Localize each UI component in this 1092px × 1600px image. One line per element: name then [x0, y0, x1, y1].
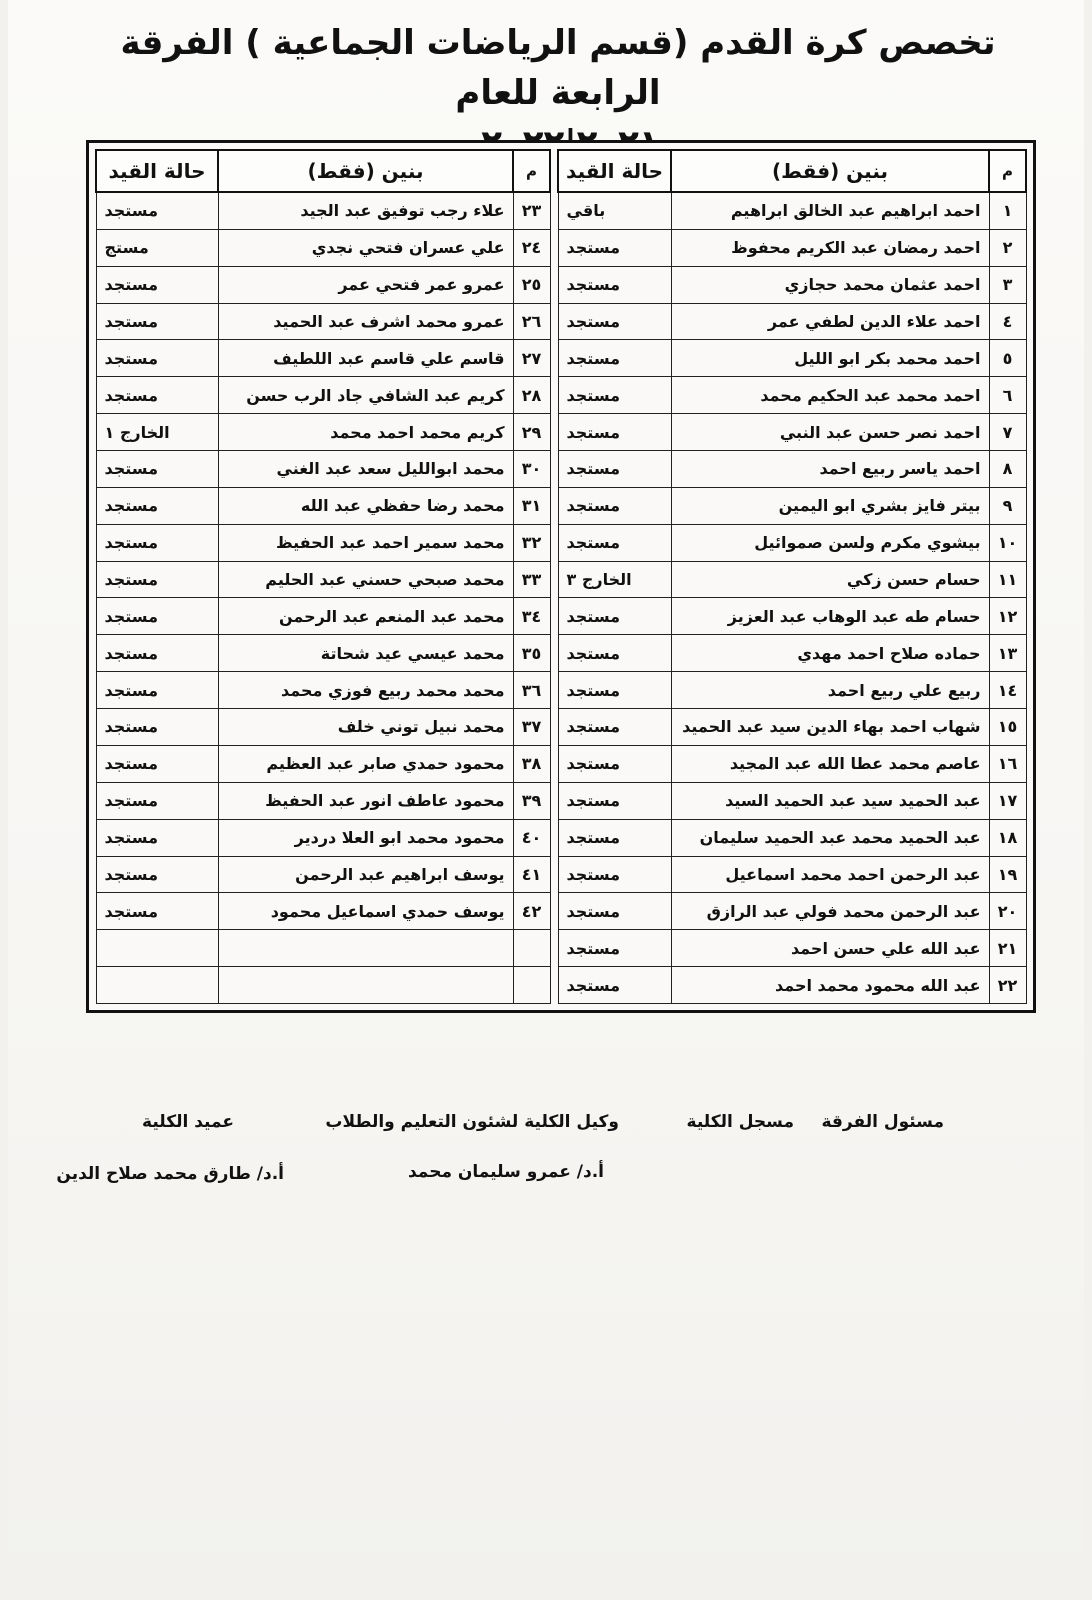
student-name: كريم عبد الشافي جاد الرب حسن [218, 377, 513, 414]
students-table-frame [86, 140, 1036, 1013]
table-row [558, 672, 1026, 709]
enrollment-status: مستجد [96, 856, 218, 893]
enrollment-status: مستجد [96, 598, 218, 635]
row-number: ٤٢ [513, 893, 550, 930]
table-body-left [96, 192, 550, 1004]
row-number: ٣٥ [513, 635, 550, 672]
enrollment-status: مستجد [558, 414, 671, 451]
title-line-1: تخصص كرة القدم (قسم الرياضات الجماعية ) الفرقة الرابعة للعام [120, 23, 996, 113]
row-number: ٢٠ [989, 893, 1026, 930]
table-row [96, 414, 550, 451]
student-name: عبد الحميد سيد عبد الحميد السيد [671, 782, 989, 819]
signature-dean-title: عميد الكلية [142, 1112, 234, 1132]
student-name: محمد نبيل توني خلف [218, 709, 513, 746]
table-row [96, 192, 550, 229]
enrollment-status: مستج [96, 229, 218, 266]
enrollment-status: مستجد [558, 819, 671, 856]
enrollment-status: مستجد [558, 967, 671, 1004]
row-number: ١٨ [989, 819, 1026, 856]
student-name: حسام حسن زكي [671, 561, 989, 598]
table-row [558, 340, 1026, 377]
table-row [558, 377, 1026, 414]
table-row [96, 340, 550, 377]
table-row [558, 414, 1026, 451]
student-name: محمود محمد ابو العلا دردير [218, 819, 513, 856]
student-name: احمد عثمان محمد حجازي [671, 266, 989, 303]
table-row [96, 967, 550, 1004]
row-number: ٣٩ [513, 782, 550, 819]
table-row [558, 893, 1026, 930]
enrollment-status: مستجد [96, 303, 218, 340]
enrollment-status: مستجد [558, 672, 671, 709]
student-name: حماده صلاح احمد مهدي [671, 635, 989, 672]
enrollment-status: مستجد [96, 524, 218, 561]
table-row [96, 266, 550, 303]
table-row [96, 303, 550, 340]
enrollment-status: مستجد [96, 192, 218, 229]
header-status: حالة القيد [558, 150, 671, 192]
student-name: بيشوي مكرم ولسن صموائيل [671, 524, 989, 561]
row-number: ٧ [989, 414, 1026, 451]
table-row [558, 930, 1026, 967]
table-row [558, 856, 1026, 893]
table-row [96, 487, 550, 524]
table-row [558, 266, 1026, 303]
enrollment-status: باقي [558, 192, 671, 229]
enrollment-status: مستجد [558, 340, 671, 377]
row-number: ١٠ [989, 524, 1026, 561]
table-row [96, 745, 550, 782]
document-sheet [8, 0, 1084, 1600]
row-number: ٢٧ [513, 340, 550, 377]
student-name: قاسم علي قاسم عبد اللطيف [218, 340, 513, 377]
row-number: ٣٦ [513, 672, 550, 709]
student-name: احمد علاء الدين لطفي عمر [671, 303, 989, 340]
student-name: كريم محمد احمد محمد [218, 414, 513, 451]
table-body-right [558, 192, 1026, 1004]
student-name: احمد نصر حسن عبد النبي [671, 414, 989, 451]
row-number: ١٧ [989, 782, 1026, 819]
row-number: ٤١ [513, 856, 550, 893]
row-number: ٦ [989, 377, 1026, 414]
row-number: ٢٨ [513, 377, 550, 414]
row-number: ٤ [989, 303, 1026, 340]
enrollment-status: مستجد [558, 303, 671, 340]
row-number: ١٦ [989, 745, 1026, 782]
student-name: يوسف ابراهيم عبد الرحمن [218, 856, 513, 893]
enrollment-status: مستجد [558, 709, 671, 746]
row-number: ١٩ [989, 856, 1026, 893]
student-name: علاء رجب توفيق عبد الجيد [218, 192, 513, 229]
enrollment-status: مستجد [558, 487, 671, 524]
enrollment-status: مستجد [96, 377, 218, 414]
row-number: ١١ [989, 561, 1026, 598]
table-row [558, 303, 1026, 340]
table-row [558, 745, 1026, 782]
table-row [96, 598, 550, 635]
enrollment-status [96, 930, 218, 967]
student-name: محمود عاطف انور عبد الحفيظ [218, 782, 513, 819]
enrollment-status [96, 967, 218, 1004]
enrollment-status: مستجد [96, 782, 218, 819]
student-name: محمد سمير احمد عبد الحفيظ [218, 524, 513, 561]
table-row [558, 967, 1026, 1004]
student-name: عمرو عمر فتحي عمر [218, 266, 513, 303]
enrollment-status: مستجد [96, 340, 218, 377]
enrollment-status: مستجد [96, 635, 218, 672]
row-number: ٢٣ [513, 192, 550, 229]
signature-vice-dean-name: أ.د/ عمرو سليمان محمد [407, 1162, 604, 1182]
student-name: احمد ياسر ربيع احمد [671, 451, 989, 488]
header-name: بنين (فقط) [671, 150, 989, 192]
row-number: ٣١ [513, 487, 550, 524]
row-number: ٥ [989, 340, 1026, 377]
row-number: ٤٠ [513, 819, 550, 856]
enrollment-status: مستجد [96, 451, 218, 488]
signature-registrar: مسجل الكلية [686, 1112, 794, 1132]
header-num: م [989, 150, 1026, 192]
student-name: ربيع علي ربيع احمد [671, 672, 989, 709]
enrollment-status: مستجد [558, 451, 671, 488]
table-header-row [96, 150, 550, 192]
row-number [513, 930, 550, 967]
student-name: محمد صبحي حسني عبد الحليم [218, 561, 513, 598]
student-name: عبد الله محمود محمد احمد [671, 967, 989, 1004]
student-name: عاصم محمد عطا الله عبد المجيد [671, 745, 989, 782]
row-number: ٢ [989, 229, 1026, 266]
table-row [96, 524, 550, 561]
table-row [96, 930, 550, 967]
enrollment-status: مستجد [96, 487, 218, 524]
row-number: ٣٨ [513, 745, 550, 782]
enrollment-status: مستجد [558, 229, 671, 266]
table-row [558, 635, 1026, 672]
students-table-right [557, 149, 1027, 1004]
signature-class-officer: مسئول الفرقة [821, 1112, 944, 1132]
enrollment-status: مستجد [558, 893, 671, 930]
row-number: ٣٤ [513, 598, 550, 635]
row-number [513, 967, 550, 1004]
row-number: ٢٢ [989, 967, 1026, 1004]
row-number: ٣٣ [513, 561, 550, 598]
student-name: عبد الرحمن احمد محمد اسماعيل [671, 856, 989, 893]
row-number: ١ [989, 192, 1026, 229]
table-row [96, 561, 550, 598]
student-name: عبد الله علي حسن احمد [671, 930, 989, 967]
row-number: ٩ [989, 487, 1026, 524]
student-name: محمد رضا حفظي عبد الله [218, 487, 513, 524]
students-table-left [95, 149, 551, 1004]
student-name: محمد عبد المنعم عبد الرحمن [218, 598, 513, 635]
row-number: ٢٥ [513, 266, 550, 303]
enrollment-status: مستجد [558, 782, 671, 819]
table-row [96, 819, 550, 856]
row-number: ١٣ [989, 635, 1026, 672]
row-number: ٢١ [989, 930, 1026, 967]
table-row [96, 451, 550, 488]
table-row [558, 598, 1026, 635]
table-row [558, 524, 1026, 561]
student-name: عمرو محمد اشرف عبد الحميد [218, 303, 513, 340]
student-name: بيتر فايز بشري ابو اليمين [671, 487, 989, 524]
row-number: ٨ [989, 451, 1026, 488]
row-number: ٣ [989, 266, 1026, 303]
student-name: علي عسران فتحي نجدي [218, 229, 513, 266]
student-name: محمد عيسي عيد شحاتة [218, 635, 513, 672]
enrollment-status: مستجد [96, 709, 218, 746]
header-status: حالة القيد [96, 150, 218, 192]
row-number: ٣٢ [513, 524, 550, 561]
table-row [558, 709, 1026, 746]
student-name: احمد ابراهيم عبد الخالق ابراهيم [671, 192, 989, 229]
enrollment-status: مستجد [558, 524, 671, 561]
student-name: احمد رمضان عبد الكريم محفوظ [671, 229, 989, 266]
signature-vice-dean-title: وكيل الكلية لشئون التعليم والطلاب [325, 1112, 619, 1132]
table-row [558, 451, 1026, 488]
enrollment-status: مستجد [96, 561, 218, 598]
table-row [96, 856, 550, 893]
student-name: احمد محمد عبد الحكيم محمد [671, 377, 989, 414]
enrollment-status: مستجد [558, 266, 671, 303]
enrollment-status: مستجد [96, 819, 218, 856]
enrollment-status: مستجد [96, 266, 218, 303]
student-name: احمد محمد بكر ابو الليل [671, 340, 989, 377]
table-row [96, 893, 550, 930]
row-number: ١٤ [989, 672, 1026, 709]
row-number: ٣٠ [513, 451, 550, 488]
row-number: ٣٧ [513, 709, 550, 746]
header-num: م [513, 150, 550, 192]
table-row [558, 192, 1026, 229]
header-name: بنين (فقط) [218, 150, 513, 192]
table-row [558, 487, 1026, 524]
row-number: ٢٩ [513, 414, 550, 451]
student-name: شهاب احمد بهاء الدين سيد عبد الحميد [671, 709, 989, 746]
table-row [558, 561, 1026, 598]
row-number: ١٥ [989, 709, 1026, 746]
student-name: حسام طه عبد الوهاب عبد العزيز [671, 598, 989, 635]
enrollment-status: مستجد [558, 635, 671, 672]
row-number: ١٢ [989, 598, 1026, 635]
table-row [96, 709, 550, 746]
student-name [218, 930, 513, 967]
table-row [96, 377, 550, 414]
table-row [558, 782, 1026, 819]
student-name: محمد ابوالليل سعد عبد الغني [218, 451, 513, 488]
table-row [96, 782, 550, 819]
enrollment-status: مستجد [96, 745, 218, 782]
student-name: محمود حمدي صابر عبد العظيم [218, 745, 513, 782]
table-row [558, 819, 1026, 856]
enrollment-status: مستجد [558, 930, 671, 967]
enrollment-status: مستجد [558, 856, 671, 893]
student-name: عبد الرحمن محمد فولي عبد الرازق [671, 893, 989, 930]
signature-dean-name: أ.د/ طارق محمد صلاح الدين [56, 1164, 284, 1184]
row-number: ٢٦ [513, 303, 550, 340]
student-name: يوسف حمدي اسماعيل محمود [218, 893, 513, 930]
table-row [96, 635, 550, 672]
table-header-row [558, 150, 1026, 192]
enrollment-status: الخارج ١ [96, 414, 218, 451]
enrollment-status: مستجد [96, 672, 218, 709]
student-name: محمد محمد ربيع فوزي محمد [218, 672, 513, 709]
student-name [218, 967, 513, 1004]
table-row [558, 229, 1026, 266]
enrollment-status: مستجد [558, 745, 671, 782]
enrollment-status: مستجد [558, 377, 671, 414]
enrollment-status: مستجد [96, 893, 218, 930]
student-name: عبد الحميد محمد عبد الحميد سليمان [671, 819, 989, 856]
enrollment-status: الخارج ٣ [558, 561, 671, 598]
table-row [96, 672, 550, 709]
row-number: ٢٤ [513, 229, 550, 266]
enrollment-status: مستجد [558, 598, 671, 635]
table-row [96, 229, 550, 266]
